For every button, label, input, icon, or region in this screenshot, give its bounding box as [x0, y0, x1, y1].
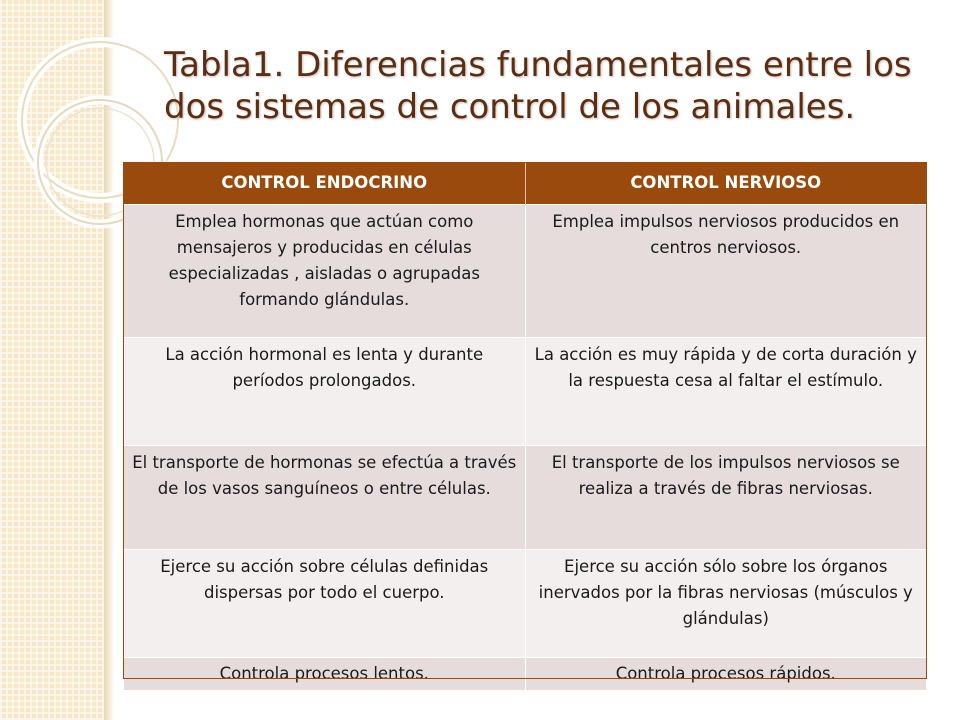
- table-row: [124, 550, 926, 658]
- table-row: [124, 205, 926, 338]
- header-endocrine: CONTROL ENDOCRINO: [124, 162, 525, 205]
- cell-nervous: Controla procesos rápidos.: [525, 658, 926, 691]
- cell-nervous: Emplea impulsos nerviosos producidos en centros nerviosos.: [525, 205, 926, 338]
- table-row: [124, 338, 926, 446]
- table-row: [124, 446, 926, 550]
- cell-nervous: La acción es muy rápida y de corta duración y la respuesta cesa al faltar el estímulo.: [525, 338, 926, 446]
- comparison-table: [124, 162, 926, 690]
- page-title: Tabla1. Diferencias fundamentales entre los dos sistemas de control de los animales.: [164, 45, 912, 127]
- header-nervous: CONTROL NERVIOSO: [525, 162, 926, 205]
- cell-endocrine: El transporte de hormonas se efectúa a través de los vasos sanguíneos o entre células.: [124, 446, 525, 550]
- cell-endocrine: La acción hormonal es lenta y durante períodos prolongados.: [124, 338, 525, 446]
- cell-endocrine: Emplea hormonas que actúan como mensajeros y producidas en células especializadas , aisladas o agrupadas formando glándulas.: [124, 205, 525, 338]
- cell-nervous: El transporte de los impulsos nerviosos se realiza a través de fibras nerviosas.: [525, 446, 926, 550]
- table-row: [124, 658, 926, 691]
- table-header-row: [124, 162, 926, 205]
- cell-endocrine: Controla procesos lentos.: [124, 658, 525, 691]
- cell-endocrine: Ejerce su acción sobre células definidas dispersas por todo el cuerpo.: [124, 550, 525, 658]
- cell-nervous: Ejerce su acción sólo sobre los órganos inervados por la fibras nerviosas (músculos y glándulas): [525, 550, 926, 658]
